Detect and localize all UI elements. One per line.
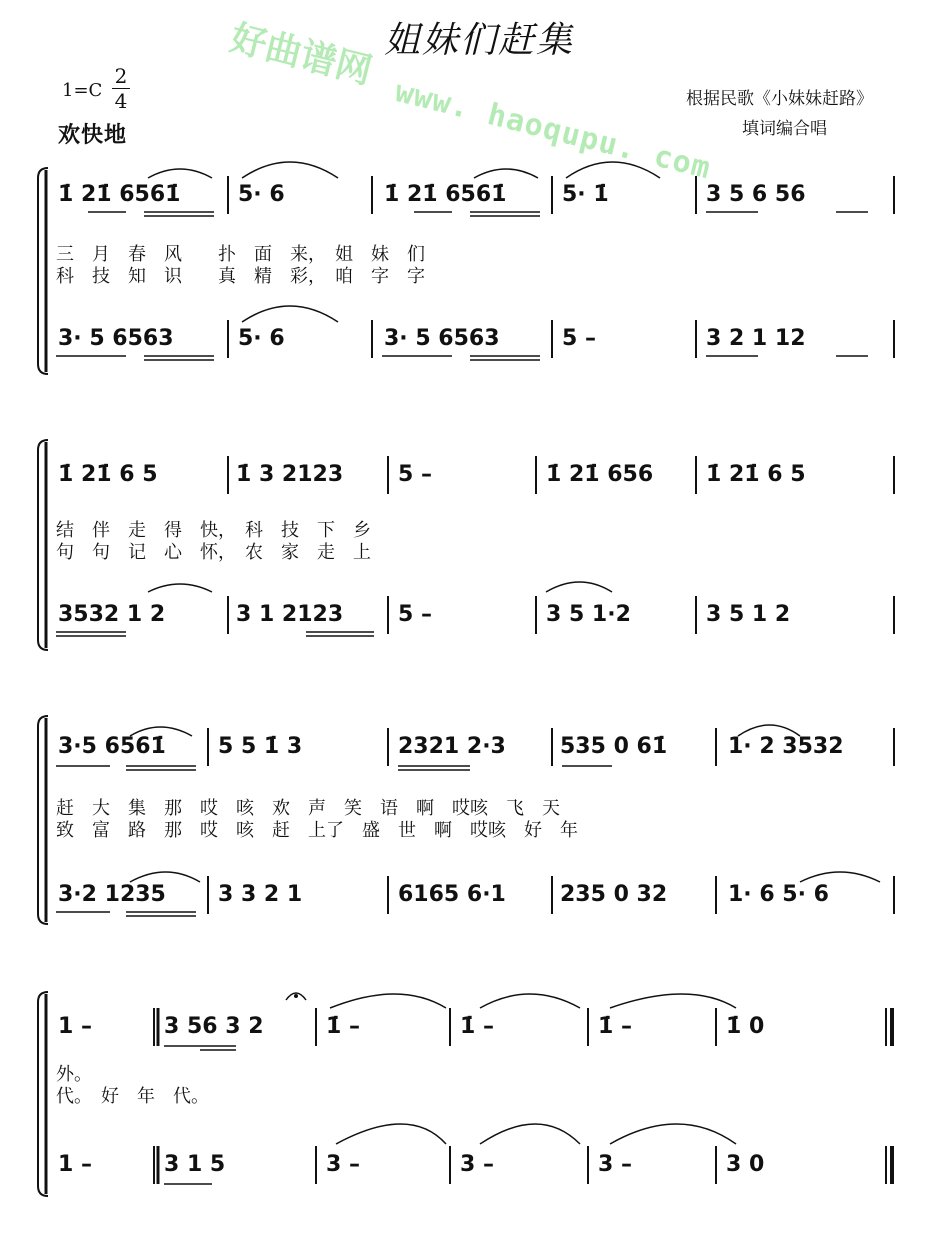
lyrics-verse-2: 科 技 知 识 真 精 彩， 咱 字 字 — [56, 266, 425, 287]
upper-measure: 1̇ 21̇ 6 5 — [58, 462, 158, 487]
upper-measure: 1· 2 3532 — [728, 734, 844, 759]
upper-measure: 535 0 61̇ — [560, 734, 668, 759]
slur — [242, 162, 338, 178]
lower-measure: 3 0 — [726, 1152, 765, 1177]
lower-measure: 3· 5 6563 — [384, 326, 500, 351]
arranger-credit: 填词编合唱 — [742, 119, 827, 139]
upper-measure: 1 – — [58, 1014, 92, 1039]
lower-measure: 5 – — [562, 326, 596, 351]
lower-measure: 3 1 2123 — [236, 602, 344, 627]
lyrics-verse-1: 外。 — [56, 1064, 92, 1085]
fermata-dot — [294, 994, 298, 998]
slur — [148, 169, 212, 178]
lower-measure: 3 2 1 12 — [706, 326, 806, 351]
lower-measure: 6165 6·1 — [398, 882, 506, 907]
slur — [148, 584, 212, 592]
lower-measure: 3 – — [598, 1152, 632, 1177]
upper-measure: 1̇ 21̇ 6561̇ — [384, 182, 507, 207]
lower-measure: 3 – — [326, 1152, 360, 1177]
lower-measure: 3 5 1·2 — [546, 602, 631, 627]
slur — [800, 872, 880, 882]
slur — [610, 1124, 736, 1144]
lower-measure: 3· 5 6563 — [58, 326, 174, 351]
lyrics-verse-1: 三 月 春 风 扑 面 来， 姐 妹 们 — [56, 244, 425, 265]
upper-measure: 1̇ – — [598, 1014, 632, 1039]
slur — [474, 169, 538, 178]
lyrics-verse-2: 句 句 记 心 怀， 农 家 走 上 — [56, 542, 371, 563]
slur — [336, 1124, 446, 1144]
meter-top: 2 — [114, 64, 128, 88]
upper-measure: 3 56 3 2 — [164, 1014, 264, 1039]
lower-measure: 235 0 32 — [560, 882, 668, 907]
lower-measure: 3 1 5 — [164, 1152, 226, 1177]
upper-measure: 1̇ 21̇ 656 — [546, 462, 654, 487]
lyrics-verse-1: 结 伴 走 得 快， 科 技 下 乡 — [56, 520, 371, 541]
key-signature: 1=C — [62, 80, 103, 101]
upper-measure: 5· 6 — [238, 182, 285, 207]
upper-measure: 1̇ 21̇ 6 5 — [706, 462, 806, 487]
upper-measure: 5 – — [398, 462, 432, 487]
lower-measure: 3 5 1 2 — [706, 602, 791, 627]
lower-measure: 3 3 2 1 — [218, 882, 303, 907]
slur — [610, 994, 736, 1008]
lower-measure: 3·2 1235 — [58, 882, 166, 907]
upper-measure: 3 5 6 56 — [706, 182, 806, 207]
lower-measure: 1· 6 5· 6 — [728, 882, 829, 907]
meter-bottom: 4 — [114, 89, 128, 113]
lyrics-verse-1: 赶 大 集 那 哎 咳 欢 声 笑 语 啊 哎咳 飞 天 — [56, 798, 560, 819]
upper-measure: 5 5 1̇ 3 — [218, 734, 303, 759]
slur — [546, 582, 612, 592]
slur — [480, 1124, 580, 1144]
upper-measure: 1̇ 21̇ 6561̇ — [58, 182, 181, 207]
slur — [330, 994, 446, 1008]
lower-measure: 5 – — [398, 602, 432, 627]
tempo-marking: 欢快地 — [58, 123, 128, 148]
slur — [130, 727, 192, 736]
upper-measure: 1̇ 3 2123 — [236, 462, 344, 487]
lower-measure: 3532 1 2 — [58, 602, 166, 627]
slur — [566, 162, 660, 178]
watermark-url: www. haoqupu. com — [391, 74, 715, 187]
lower-measure: 3 – — [460, 1152, 494, 1177]
upper-measure: 1̇ 0 — [726, 1014, 765, 1039]
lyrics-verse-2: 代。 好 年 代。 — [56, 1086, 209, 1107]
lower-measure: 1 – — [58, 1152, 92, 1177]
watermark-site-name: 好曲谱网 — [226, 17, 376, 93]
song-title: 姐妹们赶集 — [384, 20, 575, 61]
slur — [738, 725, 800, 736]
upper-measure: 1̇ – — [460, 1014, 494, 1039]
upper-measure: 3·5 6561̇ — [58, 734, 166, 759]
slur — [130, 872, 200, 882]
upper-measure: 1̇ – — [326, 1014, 360, 1039]
upper-measure: 5· 1̇ — [562, 182, 609, 207]
source-credit: 根据民歌《小妹妹赶路》 — [686, 89, 873, 109]
lower-measure: 5· 6 — [238, 326, 285, 351]
slur — [242, 306, 338, 322]
lyrics-verse-2: 致 富 路 那 哎 咳 赶 上了 盛 世 啊 哎咳 好 年 — [56, 820, 578, 841]
upper-measure: 2321 2·3 — [398, 734, 506, 759]
slur — [480, 994, 580, 1008]
